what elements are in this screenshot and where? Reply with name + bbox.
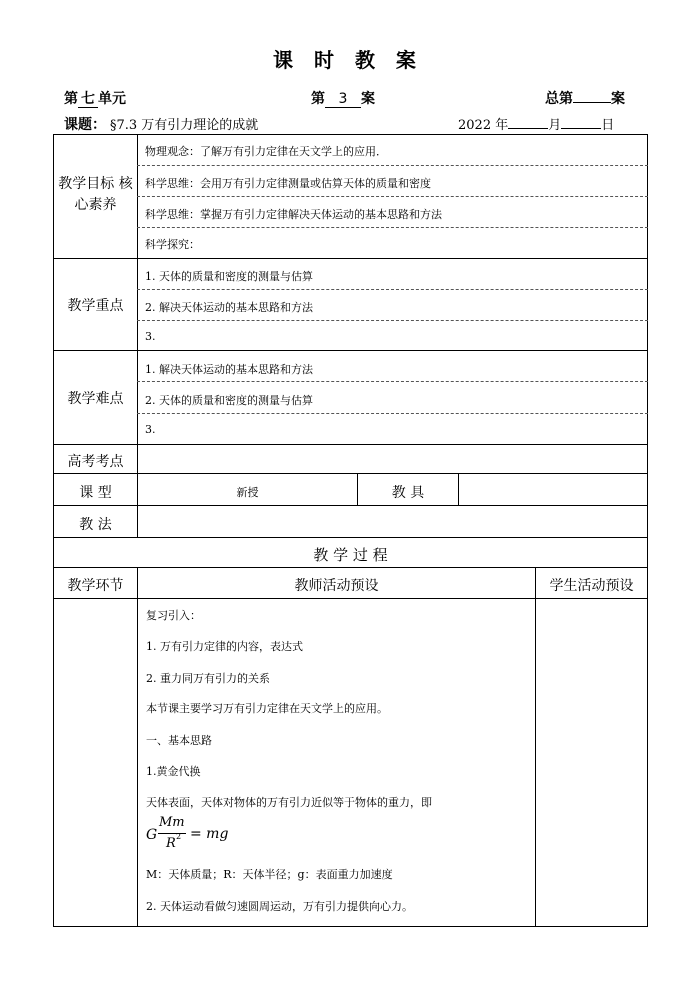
key-point-item: 1. 天体的质量和密度的测量与估算 <box>145 270 313 283</box>
total-prefix: 总第 <box>545 91 573 107</box>
key-point-item: 2. 解决天体运动的基本思路和方法 <box>145 301 313 314</box>
key-point-item: 3. <box>145 330 156 343</box>
teacher-line: 1. 万有引力定律的内容，表达式 <box>146 640 303 653</box>
difficulties-label: 教学难点 <box>67 391 124 407</box>
lesson-value: 3 <box>325 91 361 108</box>
objectives-label: 教学目标 核心素养 <box>58 176 133 213</box>
process-heading: 教 学 过 程 <box>313 546 388 564</box>
date-month-suffix: 月 <box>548 118 562 133</box>
objective-item: 物理观念：了解万有引力定律在天文学上的应用． <box>145 145 387 158</box>
teacher-line: 2. 天体运动看做匀速圆周运动，万有引力提供向心力。 <box>146 900 413 913</box>
date-field <box>458 114 614 133</box>
course-type-value: 新授 <box>236 486 259 499</box>
date-day-suffix: 日 <box>601 118 615 133</box>
teacher-line: 1.黄金代换 <box>146 765 201 778</box>
col-student-header: 学生活动预设 <box>549 578 634 594</box>
exam-points-label: 高考考点 <box>67 454 124 470</box>
teacher-line: 本节课主要学习万有引力定律在天文学上的应用。 <box>146 702 388 715</box>
col-stage-header: 教学环节 <box>67 578 124 594</box>
lesson-field <box>311 88 375 108</box>
page-title: 课 时 教 案 <box>273 48 423 72</box>
formula-exponent: 2 <box>176 832 182 841</box>
difficulty-item: 3. <box>145 423 156 436</box>
formula-rhs: = mg <box>190 826 229 842</box>
lesson-prefix: 第 <box>311 91 325 107</box>
unit-field <box>64 88 126 108</box>
total-field <box>545 88 625 108</box>
total-value <box>573 102 611 103</box>
objective-item: 科学思维：掌握万有引力定律解决天体运动的基本思路和方法 <box>145 208 442 221</box>
teacher-line: 复习引入： <box>146 609 201 622</box>
difficulty-item: 1. 解决天体运动的基本思路和方法 <box>145 363 313 376</box>
objective-item: 科学探究： <box>145 238 200 251</box>
total-suffix: 案 <box>611 91 625 107</box>
formula-g: G <box>146 827 158 843</box>
unit-suffix: 单元 <box>98 91 126 107</box>
course-type-label: 课 型 <box>79 485 112 501</box>
difficulty-item: 2. 天体的质量和密度的测量与估算 <box>145 394 313 407</box>
teacher-line: M：天体质量；R：天体半径；g：表面重力加速度 <box>146 868 393 881</box>
topic-value: §7.3 万有引力理论的成就 <box>106 118 330 135</box>
date-year: 2022 年 <box>458 118 509 133</box>
teacher-line: 天体表面，天体对物体的万有引力近似等于物体的重力，即 <box>146 796 432 809</box>
topic-label: 课题： <box>64 117 106 133</box>
formula-numerator: Mm <box>159 815 185 830</box>
unit-value: 七 <box>78 91 98 108</box>
objective-item: 科学思维：会用万有引力定律测量或估算天体的质量和密度 <box>145 177 431 190</box>
teacher-line: 一、基本思路 <box>146 734 212 747</box>
topic-field <box>64 114 330 135</box>
teaching-tools-label: 教 具 <box>391 485 425 501</box>
formula-denominator: R <box>166 836 176 851</box>
unit-prefix: 第 <box>64 91 78 107</box>
method-label: 教 法 <box>79 517 112 533</box>
teacher-line: 2. 重力同万有引力的关系 <box>146 672 270 685</box>
key-points-label: 教学重点 <box>67 298 124 314</box>
lesson-suffix: 案 <box>361 91 375 107</box>
col-teacher-header: 教师活动预设 <box>294 578 379 594</box>
